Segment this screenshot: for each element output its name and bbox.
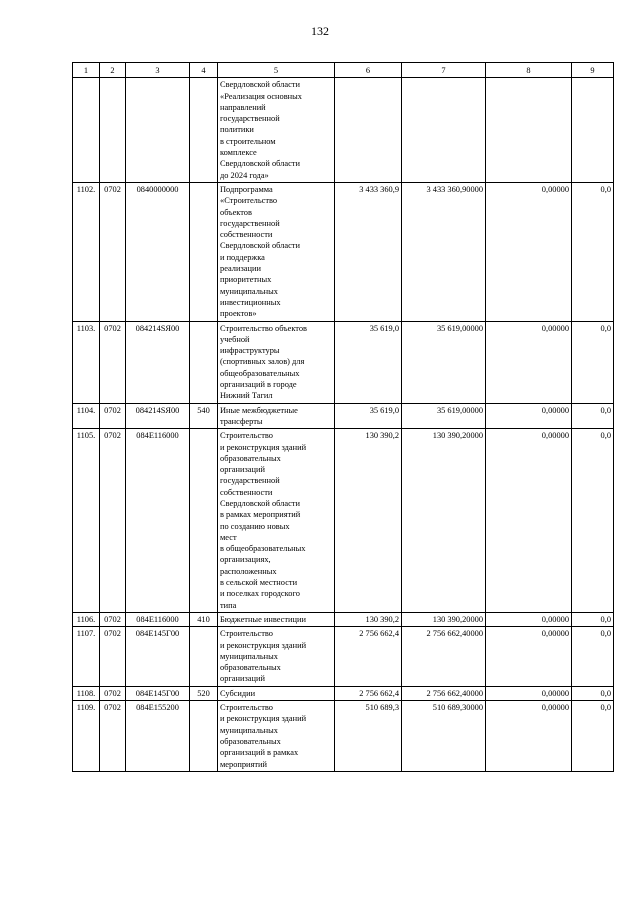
section-code: 0702 [100,701,126,772]
amount-other: 0,0 [572,627,614,686]
amount-regional: 3 433 360,90000 [402,182,486,321]
item-name: Бюджетные инвестиции [218,612,335,626]
amount-other: 0,0 [572,686,614,700]
expense-type-code [190,701,218,772]
table-row [73,78,614,183]
target-article-code: 084E116000 [126,612,190,626]
amount-regional: 130 390,20000 [402,612,486,626]
table-row [73,627,614,686]
amount-total: 35 619,0 [335,403,402,429]
item-name: Свердловской области «Реализация основных направлений государственной политики в строительном комплексе Свердловской области до 2024 года» [218,78,335,183]
row-number: 1103. [73,321,100,403]
amount-total: 510 689,3 [335,701,402,772]
amount-federal: 0,00000 [486,701,572,772]
amount-regional: 2 756 662,40000 [402,627,486,686]
table-row [73,403,614,429]
header-col-6: 6 [335,63,402,78]
target-article-code [126,78,190,183]
amount-other: 0,0 [572,612,614,626]
table-row [73,612,614,626]
section-code: 0702 [100,182,126,321]
amount-other: 0,0 [572,321,614,403]
section-code: 0702 [100,627,126,686]
row-number: 1106. [73,612,100,626]
amount-federal: 0,00000 [486,612,572,626]
target-article-code: 084E155200 [126,701,190,772]
expense-type-code: 520 [190,686,218,700]
row-number [73,78,100,183]
header-col-5: 5 [218,63,335,78]
expense-type-code: 540 [190,403,218,429]
row-number: 1102. [73,182,100,321]
target-article-code: 084214SЯ00 [126,403,190,429]
header-col-2: 2 [100,63,126,78]
amount-federal: 0,00000 [486,429,572,613]
amount-regional: 510 689,30000 [402,701,486,772]
section-code: 0702 [100,429,126,613]
item-name: Строительство и реконструкция зданий муниципальных образовательных организаций в рамках мероприятий [218,701,335,772]
target-article-code: 084E116000 [126,429,190,613]
amount-total [335,78,402,183]
amount-other: 0,0 [572,403,614,429]
amount-federal [486,78,572,183]
row-number: 1108. [73,686,100,700]
table-row [73,429,614,613]
section-code: 0702 [100,321,126,403]
amount-total: 35 619,0 [335,321,402,403]
table-row [73,701,614,772]
amount-other [572,78,614,183]
table-row [73,321,614,403]
header-col-3: 3 [126,63,190,78]
amount-federal: 0,00000 [486,403,572,429]
table-header-row [73,63,614,78]
header-col-7: 7 [402,63,486,78]
header-col-8: 8 [486,63,572,78]
amount-regional: 35 619,00000 [402,403,486,429]
amount-federal: 0,00000 [486,182,572,321]
header-col-4: 4 [190,63,218,78]
section-code: 0702 [100,403,126,429]
item-name: Субсидии [218,686,335,700]
section-code [100,78,126,183]
table-row [73,182,614,321]
amount-total: 130 390,2 [335,429,402,613]
page-number: 132 [311,24,329,38]
amount-federal: 0,00000 [486,686,572,700]
table-row [73,686,614,700]
expense-type-code [190,321,218,403]
amount-regional: 130 390,20000 [402,429,486,613]
expense-type-code [190,627,218,686]
item-name: Строительство объектов учебной инфраструктуры (спортивных залов) для общеобразовательных организаций в городе Нижний Тагил [218,321,335,403]
expense-type-code [190,182,218,321]
amount-other: 0,0 [572,182,614,321]
item-name: Подпрограмма «Строительство объектов государственной собственности Свердловской области и поддержка реализации приоритетных муниципальных инвестиционных проектов» [218,182,335,321]
target-article-code: 0840000000 [126,182,190,321]
row-number: 1109. [73,701,100,772]
amount-federal: 0,00000 [486,627,572,686]
amount-total: 2 756 662,4 [335,686,402,700]
amount-regional [402,78,486,183]
header-col-9: 9 [572,63,614,78]
budget-table [72,62,614,772]
target-article-code: 084214SЯ00 [126,321,190,403]
target-article-code: 084E145Г00 [126,686,190,700]
expense-type-code: 410 [190,612,218,626]
amount-other: 0,0 [572,701,614,772]
amount-total: 130 390,2 [335,612,402,626]
expense-type-code [190,78,218,183]
amount-other: 0,0 [572,429,614,613]
amount-regional: 35 619,00000 [402,321,486,403]
target-article-code: 084E145Г00 [126,627,190,686]
item-name: Иные межбюджетные трансферты [218,403,335,429]
section-code: 0702 [100,686,126,700]
row-number: 1105. [73,429,100,613]
expense-type-code [190,429,218,613]
header-col-1: 1 [73,63,100,78]
section-code: 0702 [100,612,126,626]
row-number: 1104. [73,403,100,429]
row-number: 1107. [73,627,100,686]
amount-total: 2 756 662,4 [335,627,402,686]
amount-regional: 2 756 662,40000 [402,686,486,700]
amount-federal: 0,00000 [486,321,572,403]
item-name: Строительство и реконструкция зданий образовательных организаций государственной собственности Свердловской области в рамках мероприятий по созданию новых мест в общеобразовательных организациях, расположенных в сельской местности и поселках городского типа [218,429,335,613]
amount-total: 3 433 360,9 [335,182,402,321]
item-name: Строительство и реконструкция зданий муниципальных образовательных организаций [218,627,335,686]
